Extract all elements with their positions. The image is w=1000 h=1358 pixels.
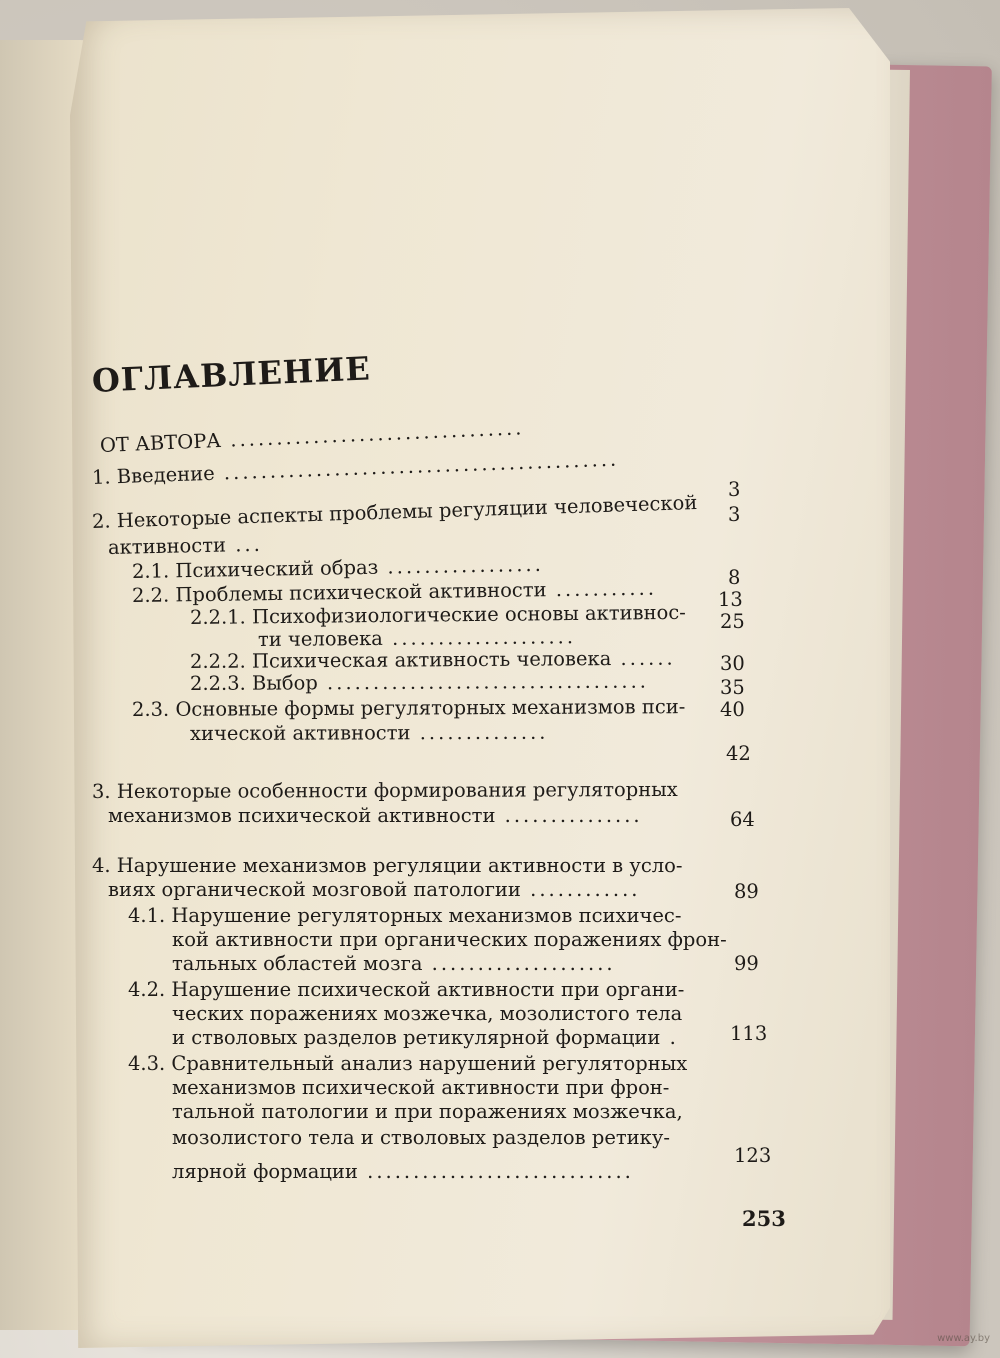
- toc-leader: ...............: [495, 804, 643, 827]
- toc-entry: [99, 416, 524, 458]
- toc-page-number: 64: [730, 808, 755, 831]
- toc-entry: [190, 670, 649, 696]
- toc-leader: ....................: [422, 952, 616, 975]
- toc-entry: [128, 904, 681, 928]
- toc-entry-text: и стволовых разделов ретикулярной формации: [172, 1026, 661, 1049]
- toc-entry: [172, 952, 616, 976]
- toc-entry-text: лярной формации: [172, 1160, 358, 1183]
- toc-entry-text: 2. Некоторые аспекты проблемы регуляции человеческой: [91, 490, 698, 533]
- toc-page-number: 113: [730, 1022, 768, 1045]
- toc-entry: [172, 928, 727, 952]
- toc-entry-text: механизмов психической активности: [108, 804, 496, 827]
- toc-entry: [172, 1100, 683, 1124]
- toc-leader: ................................: [220, 416, 525, 452]
- toc-entry: [132, 695, 685, 722]
- toc-leader: ...........: [546, 576, 658, 602]
- toc-heading: ОГЛАВЛЕНИЕ: [91, 349, 372, 400]
- toc-page-number: 40: [720, 698, 745, 721]
- toc-entry: [172, 1126, 670, 1150]
- toc-entry: [172, 1002, 682, 1026]
- toc-page-number: 99: [734, 952, 759, 975]
- toc-entry-text: кой активности при органических поражениях фрон-: [172, 928, 727, 951]
- toc-entry-text: 1. Введение: [91, 461, 216, 489]
- toc-page-number: 25: [720, 610, 745, 633]
- toc-entry: [128, 1052, 687, 1076]
- toc-entry-text: 3. Некоторые особенности формирования регуляторных: [91, 777, 678, 803]
- toc-leader: ......: [611, 646, 676, 671]
- toc-entry: [172, 1160, 634, 1184]
- toc-entry-text: хической активности: [189, 721, 411, 745]
- toc-leader: ............: [520, 878, 641, 901]
- toc-entry: [108, 533, 263, 560]
- toc-entry-text: 4.1. Нарушение регуляторных механизмов психичес-: [128, 904, 682, 927]
- toc-page-number: 3: [728, 478, 741, 501]
- toc-entry-text: 2.2. Проблемы психической активности: [131, 578, 547, 607]
- toc-entry-text: 4.3. Сравнительный анализ нарушений регуляторных: [128, 1052, 688, 1075]
- toc-leader: .: [660, 1026, 679, 1049]
- toc-entry-text: 2.1. Психический образ: [131, 555, 379, 583]
- toc-entry: [108, 878, 641, 902]
- toc-page-number: 30: [720, 652, 745, 675]
- toc-entry-text: ОТ АВТОРА: [99, 428, 222, 457]
- toc-leader: ...................................: [317, 669, 650, 695]
- toc-leader: .................: [378, 552, 545, 579]
- toc-entry-text: 2.2.3. Выбор: [189, 671, 318, 695]
- toc-entry: [172, 1076, 669, 1100]
- toc-entry-text: тальной патологии и при поражениях мозжечка,: [172, 1100, 683, 1123]
- toc-entry-text: ти человека: [257, 626, 383, 651]
- toc-leader: ...: [225, 532, 264, 557]
- toc-leader: ..............: [410, 720, 549, 745]
- toc-entry-text: 2.3. Основные формы регуляторных механизмов пси-: [131, 695, 686, 721]
- toc-entry: [128, 978, 684, 1002]
- toc-page-number: 123: [734, 1144, 772, 1167]
- toc-leader: .............................: [357, 1160, 634, 1183]
- toc-entry-text: тальных областей мозга: [172, 952, 423, 975]
- toc-page-number: 35: [720, 676, 745, 699]
- toc-leader: ...........................................: [214, 447, 620, 485]
- toc-entry: [92, 491, 698, 534]
- toc-entry-text: активности: [107, 533, 227, 559]
- toc-leader: ....................: [382, 625, 577, 650]
- toc-entry: [190, 721, 549, 746]
- toc-page-number: 3: [728, 503, 741, 526]
- toc-entry-text: ческих поражениях мозжечка, мозолистого тела: [172, 1002, 683, 1025]
- toc-entry: [108, 804, 643, 828]
- toc-entry: [92, 778, 678, 804]
- toc-entry: [92, 854, 682, 878]
- toc-page-number: 89: [734, 880, 759, 903]
- page-number: 253: [742, 1206, 786, 1231]
- toc-entry-text: 4. Нарушение механизмов регуляции активности в усло-: [92, 854, 683, 877]
- toc-page-number: 8: [728, 566, 741, 589]
- toc-entry-text: 2.2.2. Психическая активность человека: [189, 647, 612, 673]
- toc-entry-text: виях органической мозговой патологии: [108, 878, 521, 901]
- toc-page-number: 13: [718, 588, 743, 611]
- toc-entry-text: механизмов психической активности при фрон-: [172, 1076, 670, 1099]
- toc-entry-text: мозолистого тела и стволовых разделов ретику-: [172, 1126, 670, 1149]
- toc-page-number: 42: [726, 742, 751, 765]
- watermark: www.ay.by: [937, 1333, 990, 1344]
- toc-entry: [172, 1026, 679, 1050]
- toc-entry-text: 4.2. Нарушение психической активности при органи-: [128, 978, 685, 1001]
- toc-entry-text: 2.2.1. Психофизиологические основы активнос-: [189, 600, 686, 629]
